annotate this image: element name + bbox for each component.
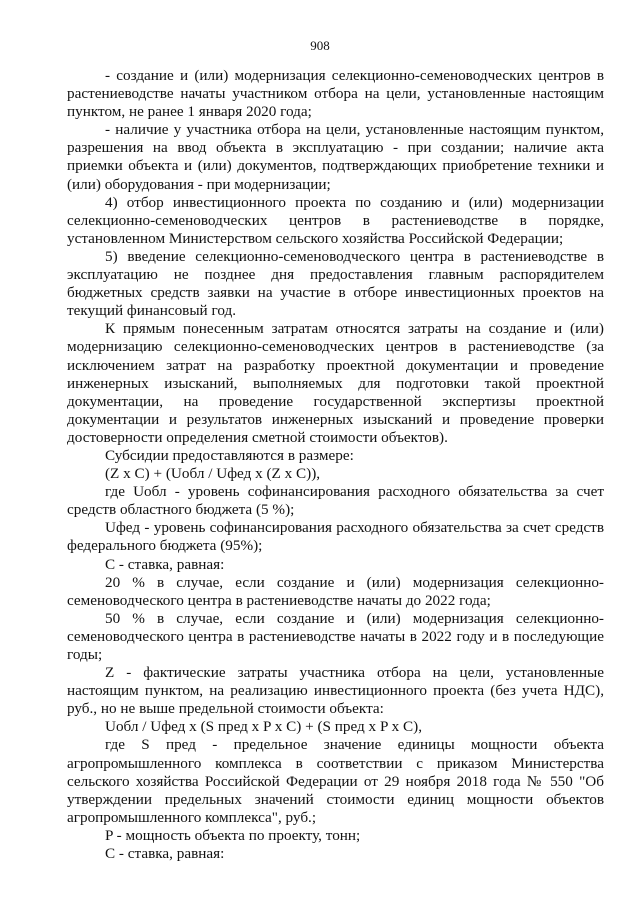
paragraph-rate-20: 20 % в случае, если создание и (или) модернизация селекционно-семеноводческого центра в растениеводстве начаты до 2022 года; (67, 573, 604, 609)
paragraph-z-definition: Z - фактические затраты участника отбора на цели, установленные настоящим пунктом, на реализацию инвестиционного проекта (без учета НДС), руб., но не выше предельной стоимости объекта: (67, 664, 604, 718)
formula-subsidy: (Z x C) + (Uобл / Uфед x (Z x C)), (105, 465, 321, 483)
paragraph-u-fed: Uфед - уровень софинансирования расходного обязательства за счет средств федерального бюджета (95%); (67, 519, 604, 555)
paragraph-p-capacity: P - мощность объекта по проекту, тонн; (105, 826, 361, 844)
paragraph-s-pred: где S пред - предельное значение единицы мощности объекта агропромышленного комплекса в соответствии с приказом Министерства сельского хозяйства Российской Федерации от 29 ноября 2018 года № 550 "Об утверждении предельных значений стоимости единиц мощности объектов агропромышленного комплекса", руб.; (67, 736, 604, 826)
paragraph-rate-intro: С - ставка, равная: (105, 555, 225, 573)
paragraph-condition-start-date: - создание и (или) модернизация селекционно-семеноводческих центров в растениеводстве начаты участником отбора на цели, установленные настоящим пунктом, не ранее 1 января 2020 года; (67, 67, 604, 121)
page-number: 908 (310, 38, 330, 53)
paragraph-item-4: 4) отбор инвестиционного проекта по созданию и (или) модернизации селекционно-семеноводческих центров в растениеводстве в порядке, установленном Министерством сельского хозяйства Российской Федерации; (67, 193, 604, 247)
paragraph-rate-50: 50 % в случае, если создание и (или) модернизация селекционно-семеноводческого центра в растениеводстве начаты в 2022 году и в последующие годы; (67, 609, 604, 663)
document-body (67, 67, 604, 863)
paragraph-direct-costs: К прямым понесенным затратам относятся затраты на создание и (или) модернизацию селекционно-семеноводческих центров в растениеводстве (за исключением затрат на разработку проектной документации и проведение инженерных изысканий, выполняемых для подготовки такой проектной документации, на проведение государственной экспертизы проектной документации и результатов инженерных изысканий и проведение проверки достоверности определения сметной стоимости объектов). (67, 320, 604, 446)
paragraph-condition-permit: - наличие у участника отбора на цели, установленные настоящим пунктом, разрешения на ввод объекта в эксплуатацию - при создании; наличие акта приемки объекта и (или) документов, подтверждающих приобретение техники и (или) оборудования - при модернизации; (67, 121, 604, 193)
paragraph-item-5: 5) введение селекционно-семеноводческого центра в растениеводстве в эксплуатацию не позднее дня предоставления главным распорядителем бюджетных средств заявки на участие в отборе инвестиционных проектов на текущий финансовый год. (67, 247, 604, 320)
formula-max-cost: Uобл / Uфед x (S пред x P x C) + (S пред x P x C), (105, 718, 422, 736)
paragraph-subsidy-intro: Субсидии предоставляются в размере: (105, 446, 354, 464)
paragraph-rate-intro-2: С - ставка, равная: (105, 845, 225, 863)
paragraph-u-obl: где Uобл - уровень софинансирования расходного обязательства за счет средств областного бюджета (5 %); (67, 483, 604, 519)
